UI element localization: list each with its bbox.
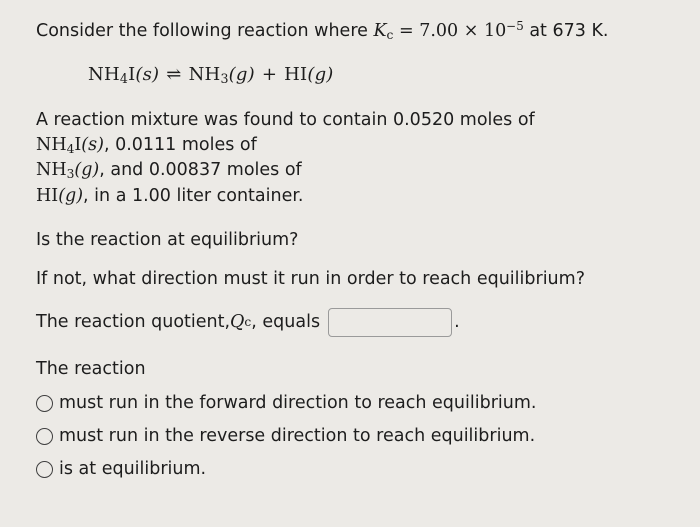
mixture-line4-formula: HI — [36, 185, 59, 206]
mixture-line4-tail: , in a 1.00 liter container. — [83, 185, 304, 206]
choice-list — [36, 393, 682, 480]
mixture-line-4 — [36, 184, 682, 209]
equilibrium-arrow-icon: ⇌ — [166, 63, 182, 85]
radio-icon[interactable] — [36, 395, 53, 412]
quotient-suffix: , equals — [251, 312, 321, 333]
mixture-line3-tail: , and 0.00837 moles of — [99, 160, 302, 181]
mixture-description — [36, 108, 682, 209]
mixture-line2-tail: , 0.0111 moles of — [103, 134, 257, 155]
choice-equilibrium[interactable] — [36, 459, 682, 480]
choice-reverse[interactable] — [36, 426, 682, 447]
quotient-period: . — [454, 312, 460, 333]
equation-product1-state: (g) — [228, 63, 255, 85]
mixture-line2-subscript: 4 — [66, 141, 75, 156]
problem-intro — [36, 18, 682, 44]
choice-label: is at equilibrium. — [59, 458, 207, 479]
mixture-line4-state: (g) — [58, 185, 84, 206]
quotient-subscript: c — [244, 315, 252, 330]
equation-product2: HI — [284, 63, 308, 85]
quotient-input[interactable] — [328, 308, 452, 337]
kc-exponent: −5 — [506, 19, 524, 33]
equation-reactant-rest: I — [128, 63, 136, 85]
radio-icon[interactable] — [36, 461, 53, 478]
mixture-line3-state: (g) — [74, 160, 100, 181]
quotient-row — [36, 308, 682, 337]
equation-reactant-state: (s) — [135, 63, 160, 85]
quotient-prefix: The reaction quotient, — [36, 312, 231, 333]
equation-product2-state: (g) — [307, 63, 334, 85]
equation-plus: + — [261, 63, 278, 85]
choice-label: must run in the reverse direction to reach equilibrium. — [59, 425, 536, 446]
mixture-line-2 — [36, 133, 682, 158]
equation-reactant-subscript: 4 — [119, 71, 129, 87]
mixture-line2-formula: NH — [36, 134, 67, 155]
equation-product1: NH — [188, 63, 221, 85]
mixture-line3-subscript: 3 — [66, 167, 75, 182]
equation-product1-subscript: 3 — [220, 71, 229, 87]
intro-text-before: Consider the following reaction where — [36, 20, 374, 41]
mixture-line-1: A reaction mixture was found to contain 0.0520 moles of — [36, 110, 535, 131]
mixture-line2-state: (s) — [81, 134, 104, 155]
kc-value: = 7.00 × 10 — [393, 20, 507, 41]
radio-icon[interactable] — [36, 428, 53, 445]
the-reaction-label: The reaction — [36, 358, 146, 379]
mixture-line2-rest: I — [74, 134, 82, 155]
intro-text-after: at 673 K. — [523, 20, 609, 41]
equation-reactant: NH — [88, 63, 120, 85]
mixture-line3-formula: NH — [36, 160, 67, 181]
choice-label: must run in the forward direction to reach equilibrium. — [59, 392, 537, 413]
question-equilibrium: Is the reaction at equilibrium? — [36, 229, 299, 250]
choice-forward[interactable] — [36, 393, 682, 414]
kc-subscript: c — [386, 28, 394, 42]
question-direction: If not, what direction must it run in order to reach equilibrium? — [36, 268, 585, 289]
quotient-symbol: Q — [230, 312, 245, 333]
kc-symbol: K — [373, 20, 387, 41]
mixture-line-3 — [36, 158, 682, 183]
chemical-equation — [88, 64, 682, 86]
